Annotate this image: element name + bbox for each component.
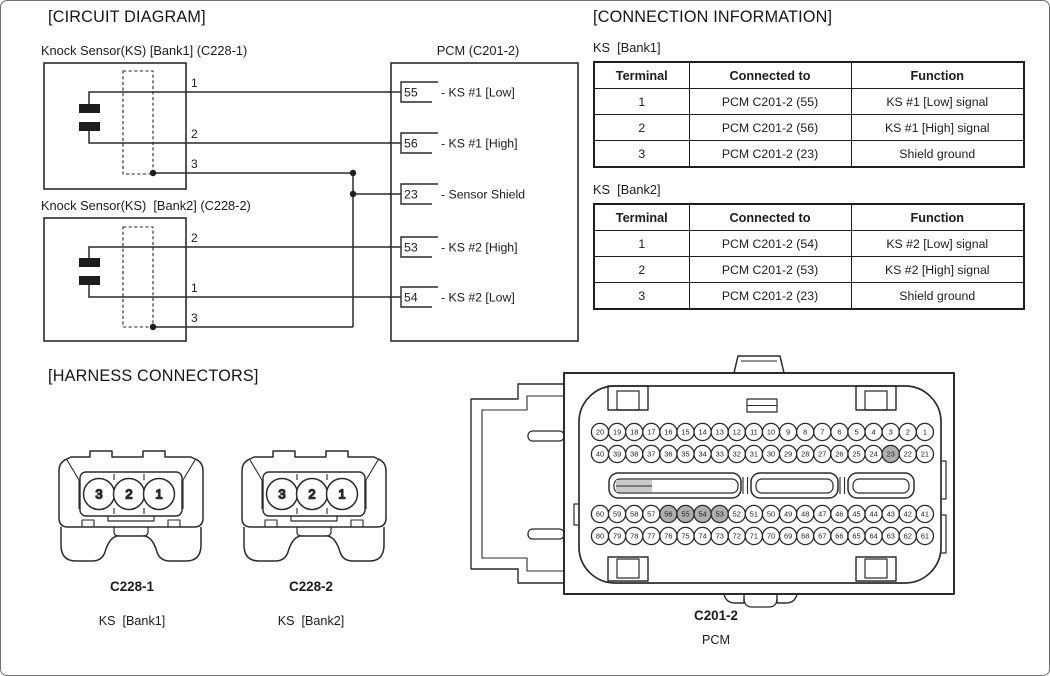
pcm-pin-number: 57 (647, 509, 656, 519)
terminal-desc: - Sensor Shield (441, 187, 526, 202)
pcm-pin-number: 43 (886, 509, 895, 519)
pcm-pin-number: 41 (920, 509, 930, 519)
pcm-pin-number: 63 (886, 531, 895, 541)
pcm-pin-number: 59 (612, 509, 622, 519)
wire-number-label: 1 (191, 76, 198, 90)
pcm-pin-number: 20 (595, 427, 605, 437)
pcm-pin-number: 58 (630, 509, 639, 519)
terminal-desc: - KS #1 [High] (441, 136, 518, 151)
column-header: Connected to (689, 62, 851, 89)
pcm-pin-number: 24 (869, 449, 878, 459)
harness-connectors-title: [HARNESS CONNECTORS] (48, 367, 259, 385)
pcm-pin-number: 15 (681, 427, 690, 437)
connector-name-label: KS [Bank2] (277, 614, 345, 628)
shield-dashed-outline-bank2 (123, 227, 153, 327)
pcm-pin-number: 19 (612, 427, 622, 437)
pcm-pin-number: 25 (852, 449, 861, 459)
pcm-pin-number: 80 (595, 531, 605, 541)
table-row (594, 141, 1024, 168)
pcm-pin-number: 37 (647, 449, 656, 459)
pcm-pin-number: 60 (595, 509, 605, 519)
connection-table (593, 61, 1025, 168)
pcm-pin-number: 48 (801, 509, 810, 519)
pcm-pin-number: 79 (612, 531, 622, 541)
connector-id-label: C228-2 (289, 579, 333, 594)
pcm-pin-number: 38 (630, 449, 639, 459)
table-cell: PCM C201-2 (23) (689, 283, 851, 310)
pcm-pin-number: 21 (920, 449, 930, 459)
knock-sensor-piezo-bank2 (79, 258, 100, 285)
pcm-pin-number: 76 (664, 531, 673, 541)
wire-junction-dot (150, 170, 156, 176)
pcm-pin-number: 55 (681, 509, 690, 519)
pcm-pin-number: 32 (732, 449, 741, 459)
pcm-pin-number: 56 (664, 509, 673, 519)
bank2-connector-label: Knock Sensor(KS) [Bank2] (C228-2) (41, 198, 251, 213)
wire-number-label: 3 (191, 157, 198, 171)
connector-c228-2-drawing (239, 449, 389, 567)
table-cell: 3 (594, 283, 689, 310)
pcm-pin-number: 45 (852, 509, 861, 519)
table-cell: 2 (594, 115, 689, 141)
pcm-pin-number: 71 (749, 531, 759, 541)
table-row (594, 231, 1024, 257)
pcm-pin-number: 23 (886, 449, 895, 459)
column-header: Terminal (594, 62, 689, 89)
column-header: Terminal (594, 204, 689, 231)
connection-table-bank1-container (593, 61, 1025, 168)
pcm-pin-number: 70 (766, 531, 776, 541)
pcm-pin-number: 49 (783, 509, 793, 519)
pcm-connector-name-label: PCM (702, 633, 730, 647)
wire-number-label: 2 (191, 231, 198, 245)
connector-name-label: KS [Bank1] (98, 614, 166, 628)
pcm-pin-number: 50 (766, 509, 776, 519)
pcm-latch-pin (528, 431, 564, 441)
circuit-diagram-drawing (1, 1, 601, 351)
pcm-pin-number: 6 (837, 427, 842, 437)
table-cell: 2 (594, 257, 689, 283)
pcm-pin-number: 27 (818, 449, 827, 459)
ks-pin-number: 2 (308, 486, 316, 502)
terminal-number: 23 (404, 187, 418, 202)
pcm-pin-number: 9 (786, 427, 791, 437)
table-cell: 3 (594, 141, 689, 168)
column-header: Function (851, 62, 1024, 89)
pcm-connector-c201-2-drawing (461, 349, 971, 611)
pcm-pin-number: 30 (766, 449, 776, 459)
pcm-pin-number: 47 (818, 509, 827, 519)
bank1-connector-label: Knock Sensor(KS) [Bank1] (C228-1) (41, 43, 248, 58)
pcm-top-tab (734, 356, 784, 373)
table-cell: PCM C201-2 (53) (689, 257, 851, 283)
pcm-pin-number: 5 (854, 427, 859, 437)
pcm-pin-number: 31 (749, 449, 759, 459)
table-cell: KS #1 [High] signal (851, 115, 1024, 141)
pcm-connector-id-label: C201-2 (694, 608, 738, 623)
pcm-key-slot (751, 473, 838, 498)
table-cell: KS #2 [Low] signal (851, 231, 1024, 257)
pcm-pin-number: 13 (715, 427, 724, 437)
knock-sensor-bank1-box (44, 63, 186, 189)
pcm-pin-number: 3 (888, 427, 893, 437)
pcm-pin-number: 18 (630, 427, 639, 437)
pcm-pin-number: 34 (698, 449, 707, 459)
column-header: Function (851, 204, 1024, 231)
wire-ks1-pin2 (89, 131, 391, 143)
pcm-pin-number: 28 (801, 449, 810, 459)
table-cell: 1 (594, 89, 689, 115)
connector-id-label: C228-1 (110, 579, 154, 594)
pcm-pin-number: 67 (818, 531, 827, 541)
table-cell: PCM C201-2 (55) (689, 89, 851, 115)
pcm-pin-number: 64 (869, 531, 878, 541)
pcm-pin-number: 68 (801, 531, 810, 541)
table-cell: PCM C201-2 (54) (689, 231, 851, 257)
pcm-pin-number: 8 (803, 427, 808, 437)
pcm-pin-number: 54 (698, 509, 707, 519)
table-caption-bank2: KS [Bank2] (593, 182, 661, 197)
ks-pin-number: 1 (155, 486, 163, 502)
pcm-pin-number: 7 (820, 427, 825, 437)
table-cell: PCM C201-2 (23) (689, 141, 851, 168)
ks-pin-number: 1 (338, 486, 346, 502)
terminal-number: 56 (404, 136, 418, 151)
pcm-pin-number: 46 (835, 509, 844, 519)
wire-ks2-pin2 (89, 247, 391, 258)
connector-c228-1-drawing (56, 449, 206, 567)
pcm-pin-number: 62 (903, 531, 912, 541)
wire-ks2-pin1 (89, 285, 391, 297)
ks-lower-body-outline (244, 527, 384, 561)
pcm-pin-number: 52 (732, 509, 741, 519)
pcm-connector-title: PCM (C201-2) (436, 43, 520, 58)
pcm-pin-number: 40 (595, 449, 605, 459)
pcm-pin-number: 75 (681, 531, 690, 541)
terminal-number: 54 (404, 290, 418, 305)
connection-information-title: [CONNECTION INFORMATION] (593, 8, 833, 26)
terminal-desc: - KS #1 [Low] (441, 85, 515, 100)
table-caption-bank1: KS [Bank1] (593, 40, 661, 55)
pcm-pin-number: 65 (852, 531, 861, 541)
knock-sensor-bank2-box (44, 218, 186, 341)
pcm-pin-number: 78 (630, 531, 639, 541)
ks-pin-number: 3 (95, 486, 103, 502)
pcm-pin-number: 73 (715, 531, 724, 541)
pcm-pin-number: 2 (905, 427, 910, 437)
wire-ks1-pin1 (89, 92, 391, 104)
table-row (594, 89, 1024, 115)
pcm-pin-number: 53 (715, 509, 724, 519)
ks-pin-number: 3 (278, 486, 286, 502)
table-row (594, 115, 1024, 141)
pcm-pin-number: 22 (903, 449, 912, 459)
wire-number-label: 2 (191, 127, 198, 141)
wire-junction-dot (350, 191, 356, 197)
pcm-pin-number: 69 (783, 531, 793, 541)
pcm-pin-number: 74 (698, 531, 707, 541)
pcm-latch-pin (528, 529, 564, 539)
pcm-pin-number: 72 (732, 531, 741, 541)
pcm-pin-number: 44 (869, 509, 878, 519)
table-cell: KS #2 [High] signal (851, 257, 1024, 283)
pcm-pin-number: 77 (647, 531, 656, 541)
pcm-pin-number: 35 (681, 449, 690, 459)
table-cell: Shield ground (851, 141, 1024, 168)
pcm-pin-number: 29 (783, 449, 793, 459)
connection-table (593, 203, 1025, 310)
ks-lower-body-outline (61, 527, 201, 561)
table-row (594, 257, 1024, 283)
pcm-bracket-outline (471, 384, 564, 583)
wire-junction-dot (350, 170, 356, 176)
pcm-pin-number: 39 (612, 449, 622, 459)
pcm-pin-number: 26 (835, 449, 844, 459)
table-row (594, 283, 1024, 310)
column-header: Connected to (689, 204, 851, 231)
table-cell: Shield ground (851, 283, 1024, 310)
pcm-pin-number: 66 (835, 531, 844, 541)
pcm-pin-number: 33 (715, 449, 724, 459)
ks-pin-number: 2 (125, 486, 133, 502)
pcm-pin-number: 61 (920, 531, 930, 541)
pcm-pin-number: 4 (871, 427, 876, 437)
wire-junction-dot (150, 324, 156, 330)
pcm-pin-number: 17 (647, 427, 656, 437)
pcm-pin-number: 42 (903, 509, 912, 519)
terminal-number: 55 (404, 85, 418, 100)
pcm-pin-number: 1 (922, 427, 927, 437)
pcm-terminal-group (389, 82, 525, 307)
pcm-pin-number: 11 (750, 427, 758, 437)
shield-dashed-outline-bank1 (123, 71, 153, 174)
terminal-desc: - KS #2 [High] (441, 240, 518, 255)
pcm-pin-number: 51 (749, 509, 759, 519)
pcm-pin-number: 12 (732, 427, 741, 437)
terminal-number: 53 (404, 240, 418, 255)
wire-number-label: 1 (191, 281, 198, 295)
pcm-pin-number: 10 (766, 427, 776, 437)
terminal-desc: - KS #2 [Low] (441, 290, 515, 305)
table-cell: KS #1 [Low] signal (851, 89, 1024, 115)
knock-sensor-piezo-bank1 (79, 104, 100, 131)
pcm-key-slot (848, 473, 914, 498)
pcm-pin-number: 16 (664, 427, 673, 437)
wire-number-label: 3 (191, 311, 198, 325)
pcm-pin-number: 36 (664, 449, 673, 459)
table-cell: 1 (594, 231, 689, 257)
circuit-diagram-title: [CIRCUIT DIAGRAM] (48, 8, 206, 26)
pcm-pin-number: 14 (698, 427, 707, 437)
table-cell: PCM C201-2 (56) (689, 115, 851, 141)
connection-table-bank2-container (593, 203, 1025, 310)
